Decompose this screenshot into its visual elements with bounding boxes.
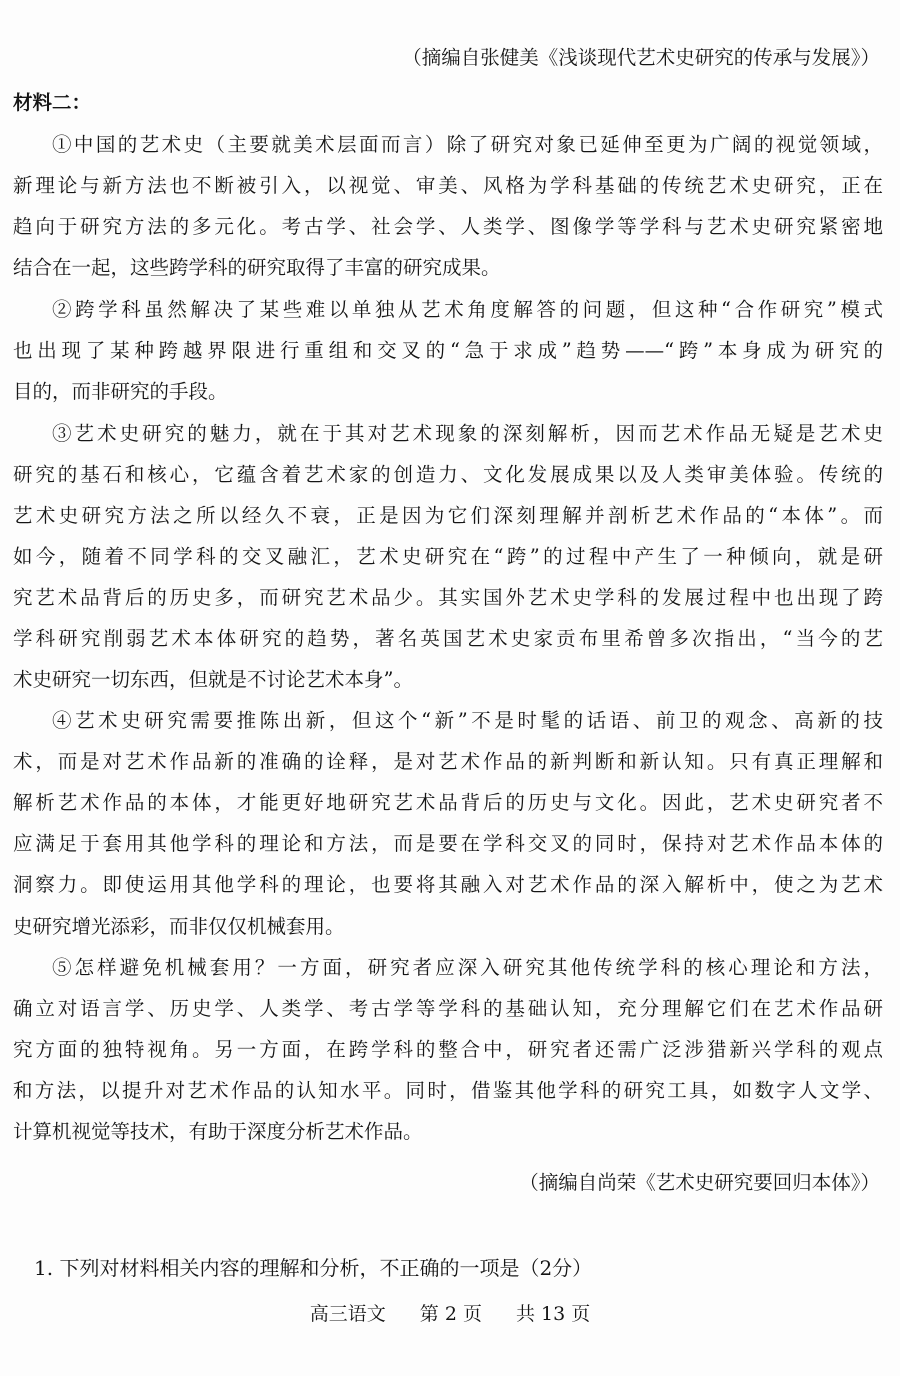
paragraph-1-line-3: 趋向于研究方法的多元化。考古学、社会学、人类学、图像学等学科与艺术史研究紧密地 bbox=[13, 215, 883, 238]
paragraph-4-line-6: 史研究增光添彩，而非仅仅机械套用。 bbox=[13, 915, 345, 938]
paragraph-1-line-1: ①中国的艺术史（主要就美术层面而言）除了研究对象已延伸至更为广阔的视觉领域， bbox=[52, 133, 883, 156]
paragraph-1-line-4: 结合在一起，这些跨学科的研究取得了丰富的研究成果。 bbox=[13, 256, 501, 279]
footer-page-number: 第 2 页 bbox=[419, 1303, 482, 1325]
paragraph-4-line-5: 洞察力。即使运用其他学科的理论，也要将其融入对艺术作品的深入解析中，使之为艺术 bbox=[13, 873, 883, 896]
footer-total-pages: 共 13 页 bbox=[516, 1303, 591, 1325]
paragraph-3-line-3: 艺术史研究方法之所以经久不衰，正是因为它们深刻理解并剖析艺术作品的“本体”。而 bbox=[13, 504, 883, 527]
source-citation-bottom: （摘编自尚荣《艺术史研究要回归本体》） bbox=[519, 1171, 880, 1194]
paragraph-4-line-3: 解析艺术作品的本体，才能更好地研究艺术品背后的历史与文化。因此，艺术史研究者不 bbox=[13, 791, 883, 814]
paragraph-5-line-4: 和方法，以提升对艺术作品的认知水平。同时，借鉴其他学科的研究工具，如数字人文学、 bbox=[13, 1079, 883, 1102]
page-footer bbox=[0, 1300, 900, 1328]
paragraph-5-line-5: 计算机视觉等技术，有助于深度分析艺术作品。 bbox=[13, 1120, 423, 1143]
paragraph-4-line-1: ④艺术史研究需要推陈出新，但这个“新”不是时髦的话语、前卫的观念、高新的技 bbox=[52, 709, 883, 732]
paragraph-4-line-4: 应满足于套用其他学科的理论和方法，而是要在学科交叉的同时，保持对艺术作品本体的 bbox=[13, 832, 883, 855]
paragraph-2-line-3: 目的，而非研究的手段。 bbox=[13, 380, 228, 403]
paragraph-5-line-2: 确立对语言学、历史学、人类学、考古学等学科的基础认知，充分理解它们在艺术作品研 bbox=[13, 997, 883, 1020]
paragraph-5-line-3: 究方面的独特视角。另一方面，在跨学科的整合中，研究者还需广泛涉猎新兴学科的观点 bbox=[13, 1038, 883, 1061]
source-citation-top: （摘编自张健美《浅谈现代艺术史研究的传承与发展》） bbox=[402, 46, 880, 69]
paragraph-3-line-4: 如今，随着不同学科的交叉融汇，艺术史研究在“跨”的过程中产生了一种倾向，就是研 bbox=[13, 545, 883, 568]
material-heading: 材料二： bbox=[13, 91, 92, 114]
paragraph-2-line-1: ②跨学科虽然解决了某些难以单独从艺术角度解答的问题，但这种“合作研究”模式 bbox=[52, 298, 883, 321]
footer-subject: 高三语文 bbox=[309, 1303, 386, 1325]
paragraph-2-line-2: 也出现了某种跨越界限进行重组和交叉的“急于求成”趋势——“跨”本身成为研究的 bbox=[13, 339, 883, 362]
paragraph-3-line-5: 究艺术品背后的历史多，而研究艺术品少。其实国外艺术史学科的发展过程中也出现了跨 bbox=[13, 586, 883, 609]
paragraph-3-line-7: 术史研究一切东西，但就是不讨论艺术本身”。 bbox=[13, 668, 413, 691]
question-1: 1. 下列对材料相关内容的理解和分析，不正确的一项是（2分） bbox=[34, 1256, 593, 1280]
paragraph-1-line-2: 新理论与新方法也不断被引入，以视觉、审美、风格为学科基础的传统艺术史研究，正在 bbox=[13, 174, 883, 197]
paragraph-3-line-1: ③艺术史研究的魅力，就在于其对艺术现象的深刻解析，因而艺术作品无疑是艺术史 bbox=[52, 422, 883, 445]
paragraph-5-line-1: ⑤怎样避免机械套用？一方面，研究者应深入研究其他传统学科的核心理论和方法， bbox=[52, 956, 883, 979]
paragraph-4-line-2: 术，而是对艺术作品新的准确的诠释，是对艺术作品的新判断和新认知。只有真正理解和 bbox=[13, 750, 883, 773]
paragraph-3-line-6: 学科研究削弱艺术本体研究的趋势，著名英国艺术史家贡布里希曾多次指出，“当今的艺 bbox=[13, 627, 883, 650]
paragraph-3-line-2: 研究的基石和核心，它蕴含着艺术家的创造力、文化发展成果以及人类审美体验。传统的 bbox=[13, 463, 883, 486]
